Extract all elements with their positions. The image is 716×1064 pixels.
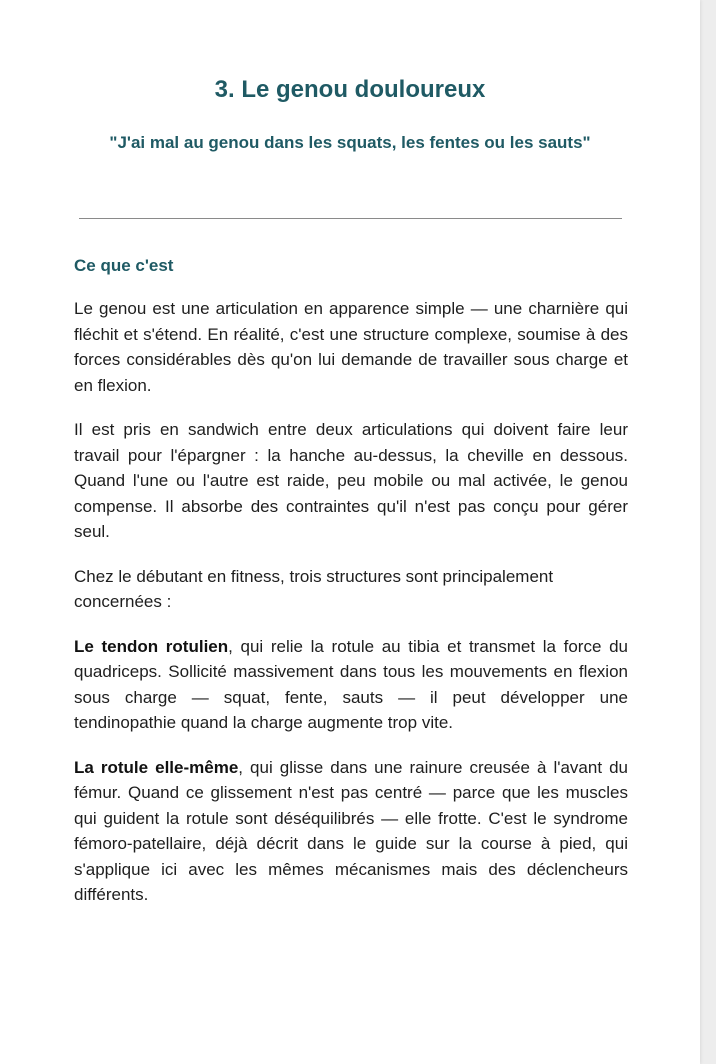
paragraph-tendon: [74, 634, 628, 736]
term-rotule: La rotule elle-même: [74, 757, 239, 777]
paragraph-text: , qui relie la rotule au tibia et transmet la force du quadriceps. Sollicité massivement dans tous les mouvements en flexion sous charge — squat, fente, sauts — il peut développer une tendinopathie quand la charge augmente trop vite.: [74, 636, 628, 732]
paragraph-structures-intro: [74, 564, 628, 615]
paragraph-text: , qui glisse dans une rainure creusée à l'avant du fémur. Quand ce glissement n'est pas centré — parce que les muscles qui guident la rotule sont déséquilibrés — elle frotte. C'est le syndrome fémoro-patellaire, déjà décrit dans le guide sur la course à pied, qui s'applique ici avec les mêmes mécanismes mais des déclencheurs différents.: [74, 757, 628, 904]
section-body: [74, 296, 628, 927]
paragraph-text: Il est pris en sandwich entre deux articulations qui doivent faire leur travail pour l'épargner : la hanche au-dessus, la cheville en dessous. Quand l'une ou l'autre est raide, peu mobile ou mal activée, le genou compense. Il absorbe des contraintes qu'il n'est pas conçu pour gérer seul.: [74, 420, 628, 541]
paragraph-rotule: [74, 755, 628, 908]
section-divider: [79, 218, 622, 219]
paragraph-text: Chez le débutant en fitness, trois structures sont principalement concernées :: [74, 566, 554, 611]
paragraph-intro: [74, 296, 628, 398]
paragraph-context: [74, 417, 628, 545]
section-heading: Ce que c'est: [74, 256, 174, 275]
paragraph-text: Le genou est une articulation en apparence simple — une charnière qui fléchit et s'étend. En réalité, c'est une structure complexe, soumise à des forces considérables dès qu'on lui demande de travailler sous charge et en flexion.: [74, 299, 628, 395]
chapter-quote: "J'ai mal au genou dans les squats, les fentes ou les sauts": [109, 133, 591, 152]
chapter-title: 3. Le genou douloureux: [214, 76, 486, 103]
term-tendon-rotulien: Le tendon rotulien: [74, 636, 229, 656]
